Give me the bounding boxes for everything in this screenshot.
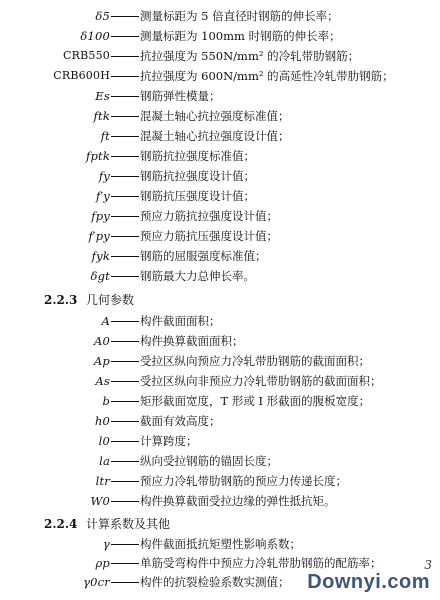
symbol-description: 构件的抗裂检验系数实测值； bbox=[140, 575, 290, 589]
dash-divider bbox=[111, 341, 139, 342]
dash-divider bbox=[111, 563, 139, 564]
symbol: ltr bbox=[95, 474, 110, 488]
dash-divider bbox=[111, 116, 139, 117]
symbol-description: 构件换算截面受拉边缘的弹性抵抗矩。 bbox=[140, 494, 336, 508]
symbol: ft bbox=[100, 129, 110, 143]
symbol: Ap bbox=[93, 354, 110, 368]
symbol-description: 钢筋弹性模量； bbox=[140, 89, 221, 103]
symbol-description: 混凝土轴心抗拉强度标准值； bbox=[140, 109, 290, 123]
dash-divider bbox=[111, 461, 139, 462]
symbol-description: 矩形截面宽度，T 形或 I 形截面的腹板宽度； bbox=[140, 394, 371, 408]
symbol: f′py bbox=[88, 229, 110, 243]
symbol-description: 单筋受弯构件中预应力冷轧带肋钢筋的配筋率； bbox=[140, 556, 382, 570]
symbol: γ bbox=[102, 537, 110, 551]
symbol: ρp bbox=[95, 556, 110, 570]
symbol-description: 受拉区纵向预应力冷轧带肋钢筋的截面面积； bbox=[140, 354, 370, 368]
dash-divider bbox=[111, 401, 139, 402]
dash-divider bbox=[111, 501, 139, 502]
symbol-description: 钢筋抗拉强度设计值； bbox=[140, 169, 255, 183]
dash-divider bbox=[111, 216, 139, 217]
dash-divider bbox=[111, 256, 139, 257]
dash-divider bbox=[111, 276, 139, 277]
dash-divider bbox=[111, 481, 139, 482]
symbol: γ0cr bbox=[83, 575, 110, 589]
symbol: b bbox=[102, 394, 110, 408]
symbol: la bbox=[99, 454, 110, 468]
symbol: CRB550 bbox=[63, 49, 110, 62]
symbol-description: 抗拉强度为 600N/mm² 的高延性冷轧带肋钢筋； bbox=[140, 69, 394, 83]
symbol-description: 构件截面面积； bbox=[140, 314, 221, 328]
page-number: 3 bbox=[424, 558, 432, 572]
section-title: 几何参数 bbox=[86, 293, 135, 307]
symbol: h0 bbox=[94, 414, 110, 428]
symbol-description: 预应力冷轧带肋钢筋的预应力传递长度； bbox=[140, 474, 347, 488]
symbol-description: 混凝土轴心抗拉强度设计值； bbox=[140, 129, 290, 143]
dash-divider bbox=[111, 136, 139, 137]
dash-divider bbox=[111, 36, 139, 37]
symbol: δ100 bbox=[80, 29, 110, 43]
symbol: W0 bbox=[90, 494, 110, 508]
dash-divider bbox=[111, 196, 139, 197]
symbol: As bbox=[95, 374, 110, 388]
symbol: δ5 bbox=[95, 9, 110, 23]
symbol: fyk bbox=[91, 249, 110, 263]
section-title: 计算系数及其他 bbox=[86, 517, 171, 531]
symbol: l0 bbox=[98, 434, 110, 448]
symbol-description: 钢筋抗拉强度标准值； bbox=[140, 149, 255, 163]
dash-divider bbox=[111, 582, 139, 583]
dash-divider bbox=[111, 441, 139, 442]
dash-divider bbox=[111, 321, 139, 322]
dash-divider bbox=[111, 96, 139, 97]
symbol-description: 测量标距为 5 倍直径时钢筋的伸长率； bbox=[140, 9, 339, 23]
symbol-description: 钢筋抗压强度设计值； bbox=[140, 189, 255, 203]
dash-divider bbox=[111, 544, 139, 545]
symbol: Es bbox=[95, 89, 110, 103]
dash-divider bbox=[111, 236, 139, 237]
symbol-description: 测量标距为 100mm 时钢筋的伸长率； bbox=[140, 29, 341, 43]
symbol-description: 钢筋最大力总伸长率。 bbox=[140, 269, 255, 283]
symbol-description: 钢筋的屈服强度标准值； bbox=[140, 249, 267, 263]
dash-divider bbox=[111, 381, 139, 382]
symbol-description: 受拉区纵向非预应力冷轧带肋钢筋的截面面积； bbox=[140, 374, 382, 388]
symbol-description: 构件换算截面面积； bbox=[140, 334, 244, 348]
symbol: fy bbox=[98, 169, 110, 183]
symbol: A bbox=[101, 314, 110, 328]
section-number: 2.2.3 bbox=[44, 293, 78, 307]
dash-divider bbox=[111, 16, 139, 17]
watermark-logo: Downyi.com bbox=[307, 571, 430, 593]
symbol-description: 计算跨度； bbox=[140, 434, 198, 448]
symbol: ftk bbox=[93, 109, 110, 123]
symbol: f′y bbox=[96, 189, 110, 203]
symbol: CRB600H bbox=[53, 69, 110, 82]
symbol-description: 预应力筋抗拉强度设计值； bbox=[140, 209, 278, 223]
symbol-description: 构件截面抵抗矩塑性影响系数； bbox=[140, 537, 301, 551]
symbol: fpy bbox=[91, 209, 110, 223]
symbol: A0 bbox=[93, 334, 110, 348]
symbol-description: 预应力筋抗压强度设计值； bbox=[140, 229, 278, 243]
section-number: 2.2.4 bbox=[44, 517, 78, 531]
symbol-description: 截面有效高度； bbox=[140, 414, 221, 428]
dash-divider bbox=[111, 176, 139, 177]
symbol-description: 纵向受拉钢筋的锚固长度； bbox=[140, 454, 278, 468]
symbol: δgt bbox=[90, 269, 110, 283]
dash-divider bbox=[111, 56, 139, 57]
symbol: fptk bbox=[85, 149, 110, 163]
dash-divider bbox=[111, 76, 139, 77]
dash-divider bbox=[111, 156, 139, 157]
dash-divider bbox=[111, 361, 139, 362]
dash-divider bbox=[111, 421, 139, 422]
symbol-description: 抗拉强度为 550N/mm² 的冷轧带肋钢筋； bbox=[140, 49, 360, 63]
